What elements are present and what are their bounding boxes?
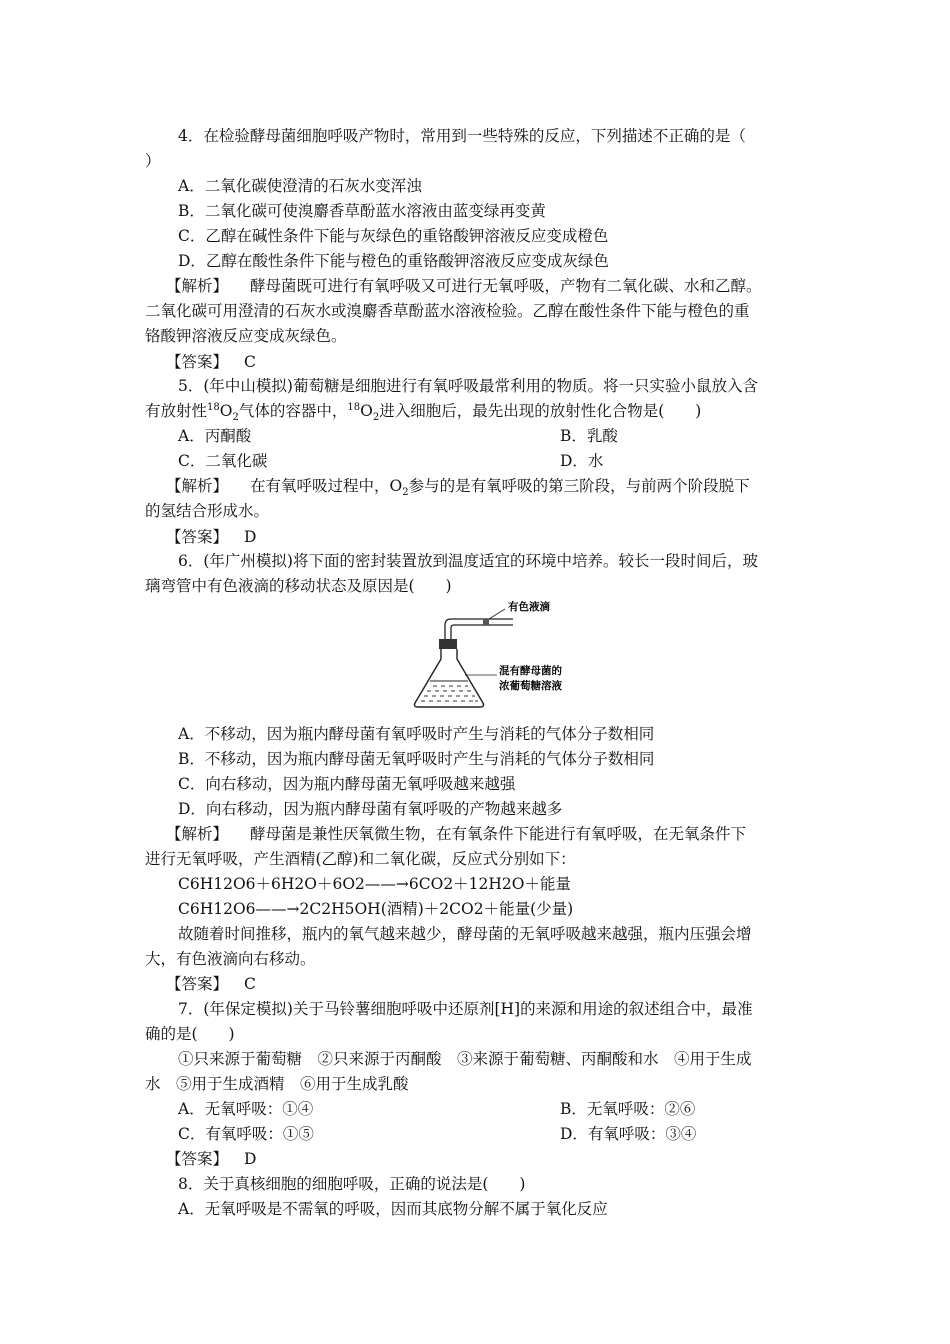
q6-stem-line2: 璃弯管中有色液滴的移动状态及原因是( ) [145, 577, 452, 595]
q4-option-a: A．二氧化碳使澄清的石灰水变浑浊 [178, 177, 422, 195]
analysis-tag: 【解析】 [166, 825, 229, 843]
q5-option-d: D．水 [560, 452, 604, 470]
q4-stem-line2: ） [145, 152, 161, 170]
q5-option-a: A．丙酮酸 [178, 427, 252, 445]
q6-stem-line1: 6．(年广州模拟)将下面的密封装置放到温度适宜的环境中培养。较长一段时间后，玻 [178, 552, 758, 570]
q8-option-a: A．无氧呼吸是不需氧的呼吸，因而其底物分解不属于氧化反应 [178, 1200, 608, 1218]
q7-choices-line1: ①只来源于葡萄糖 ②只来源于丙酮酸 ③来源于葡萄糖、丙酮酸和水 ④用于生成 [178, 1050, 752, 1068]
q5-option-c: C．二氧化碳 [178, 452, 268, 470]
analysis-tag: 【解析】 [166, 477, 229, 495]
answer-value: C [244, 353, 256, 371]
q7-option-d: D．有氧呼吸：③④ [560, 1125, 697, 1143]
q5-analysis-line2: 的氢结合形成水。 [145, 502, 270, 520]
q4-answer [166, 352, 256, 372]
q4-option-c: C．乙醇在碱性条件下能与灰绿色的重铬酸钾溶液反应变成橙色 [178, 227, 609, 245]
q4-option-b: B．二氧化碳可使溴麝香草酚蓝水溶液由蓝变绿再变黄 [178, 202, 546, 220]
q7-choices-line2: 水 ⑤用于生成酒精 ⑥用于生成乳酸 [145, 1075, 409, 1093]
q7-stem-line2: 确的是( ) [145, 1025, 235, 1043]
q7-option-c: C．有氧呼吸：①⑤ [178, 1125, 314, 1143]
q6-analysis-line3: 故随着时间推移，瓶内的氧气越来越少，酵母菌的无氧呼吸越来越强，瓶内压强会增 [178, 925, 752, 943]
q4-analysis-line3: 铬酸钾溶液反应变成灰绿色。 [145, 327, 347, 345]
analysis-text: 酵母菌既可进行有氧呼吸又可进行无氧呼吸，产物有二氧化碳、水和乙醇。 [250, 277, 762, 295]
answer-tag: 【答案】 [166, 975, 229, 993]
solution-label-line2: 浓葡萄糖溶液 [499, 680, 562, 692]
q6-option-d: D．向右移动，因为瓶内酵母菌有氧呼吸的产物越来越多 [178, 800, 563, 818]
q4-analysis-line1 [166, 276, 762, 296]
answer-tag: 【答案】 [166, 528, 229, 546]
q6-analysis-line1: 【解析】 酵母菌是兼性厌氧微生物，在有氧条件下能进行有氧呼吸，在无氧条件下 [166, 825, 747, 843]
q6-analysis-line4: 大，有色液滴向右移动。 [145, 950, 316, 968]
q5-answer [166, 527, 256, 547]
answer-value: D [244, 1150, 257, 1168]
solution-label-line1: 混有酵母菌的 [499, 665, 562, 677]
q6-option-a: A．不移动，因为瓶内酵母菌有氧呼吸时产生与消耗的气体分子数相同 [178, 725, 655, 743]
q4-analysis-line2: 二氧化碳可用澄清的石灰水或溴麝香草酚蓝水溶液检验。乙醇在酸性条件下能与橙色的重 [145, 302, 750, 320]
q5-stem-line2: 有放射性$^{18}O_2$气体的容器中，$^{18}O_2$进入细胞后，最先出现的放射性化合物是( ) [145, 401, 702, 424]
q8-stem-line1: 8．关于真核细胞的细胞呼吸，正确的说法是( ) [178, 1175, 526, 1193]
q6-option-c: C．向右移动，因为瓶内酵母菌无氧呼吸越来越强 [178, 775, 516, 793]
q7-answer [166, 1149, 256, 1169]
q7-option-b: B．无氧呼吸：②⑥ [560, 1100, 696, 1118]
q4-option-d: D．乙醇在酸性条件下能与橙色的重铬酸钾溶液反应变成灰绿色 [178, 252, 609, 270]
droplet-label: 有色液滴 [508, 601, 550, 613]
q6-analysis-line2: 进行无氧呼吸，产生酒精(乙醇)和二氧化碳，反应式分别如下： [145, 850, 576, 868]
q6-answer [166, 974, 256, 994]
q7-stem-line1: 7．(年保定模拟)关于马铃薯细胞呼吸中还原剂[H]的来源和用途的叙述组合中，最准 [178, 1000, 753, 1018]
answer-value: C [244, 975, 256, 993]
q6-option-b: B．不移动，因为瓶内酵母菌无氧呼吸时产生与消耗的气体分子数相同 [178, 750, 655, 768]
q5-option-b: B．乳酸 [560, 427, 618, 445]
answer-tag: 【答案】 [166, 353, 229, 371]
q7-option-a: A．无氧呼吸：①④ [178, 1100, 314, 1118]
q6-equation-aerobic: C6H12O6＋6H2O＋6O2——→6CO2＋12H2O＋能量 [178, 875, 571, 893]
q5-stem-line1: 5．(年中山模拟)葡萄糖是细胞进行有氧呼吸最常利用的物质。将一只实验小鼠放入含 [178, 377, 758, 395]
q5-analysis-line1: 【解析】 在有氧呼吸过程中，$O_2$参与的是有氧呼吸的第三阶段，与前两个阶段脱下 [166, 477, 750, 499]
analysis-tag: 【解析】 [166, 277, 229, 295]
q6-equation-anaerobic: C6H12O6——→2C2H5OH(酒精)＋2CO2＋能量(少量) [178, 900, 574, 918]
answer-value: D [244, 528, 257, 546]
answer-tag: 【答案】 [166, 1150, 229, 1168]
q4-stem-line1: 4．在检验酵母菌细胞呼吸产物时，常用到一些特殊的反应，下列描述不正确的是（ [178, 127, 746, 145]
flask-apparatus-diagram [405, 595, 585, 715]
